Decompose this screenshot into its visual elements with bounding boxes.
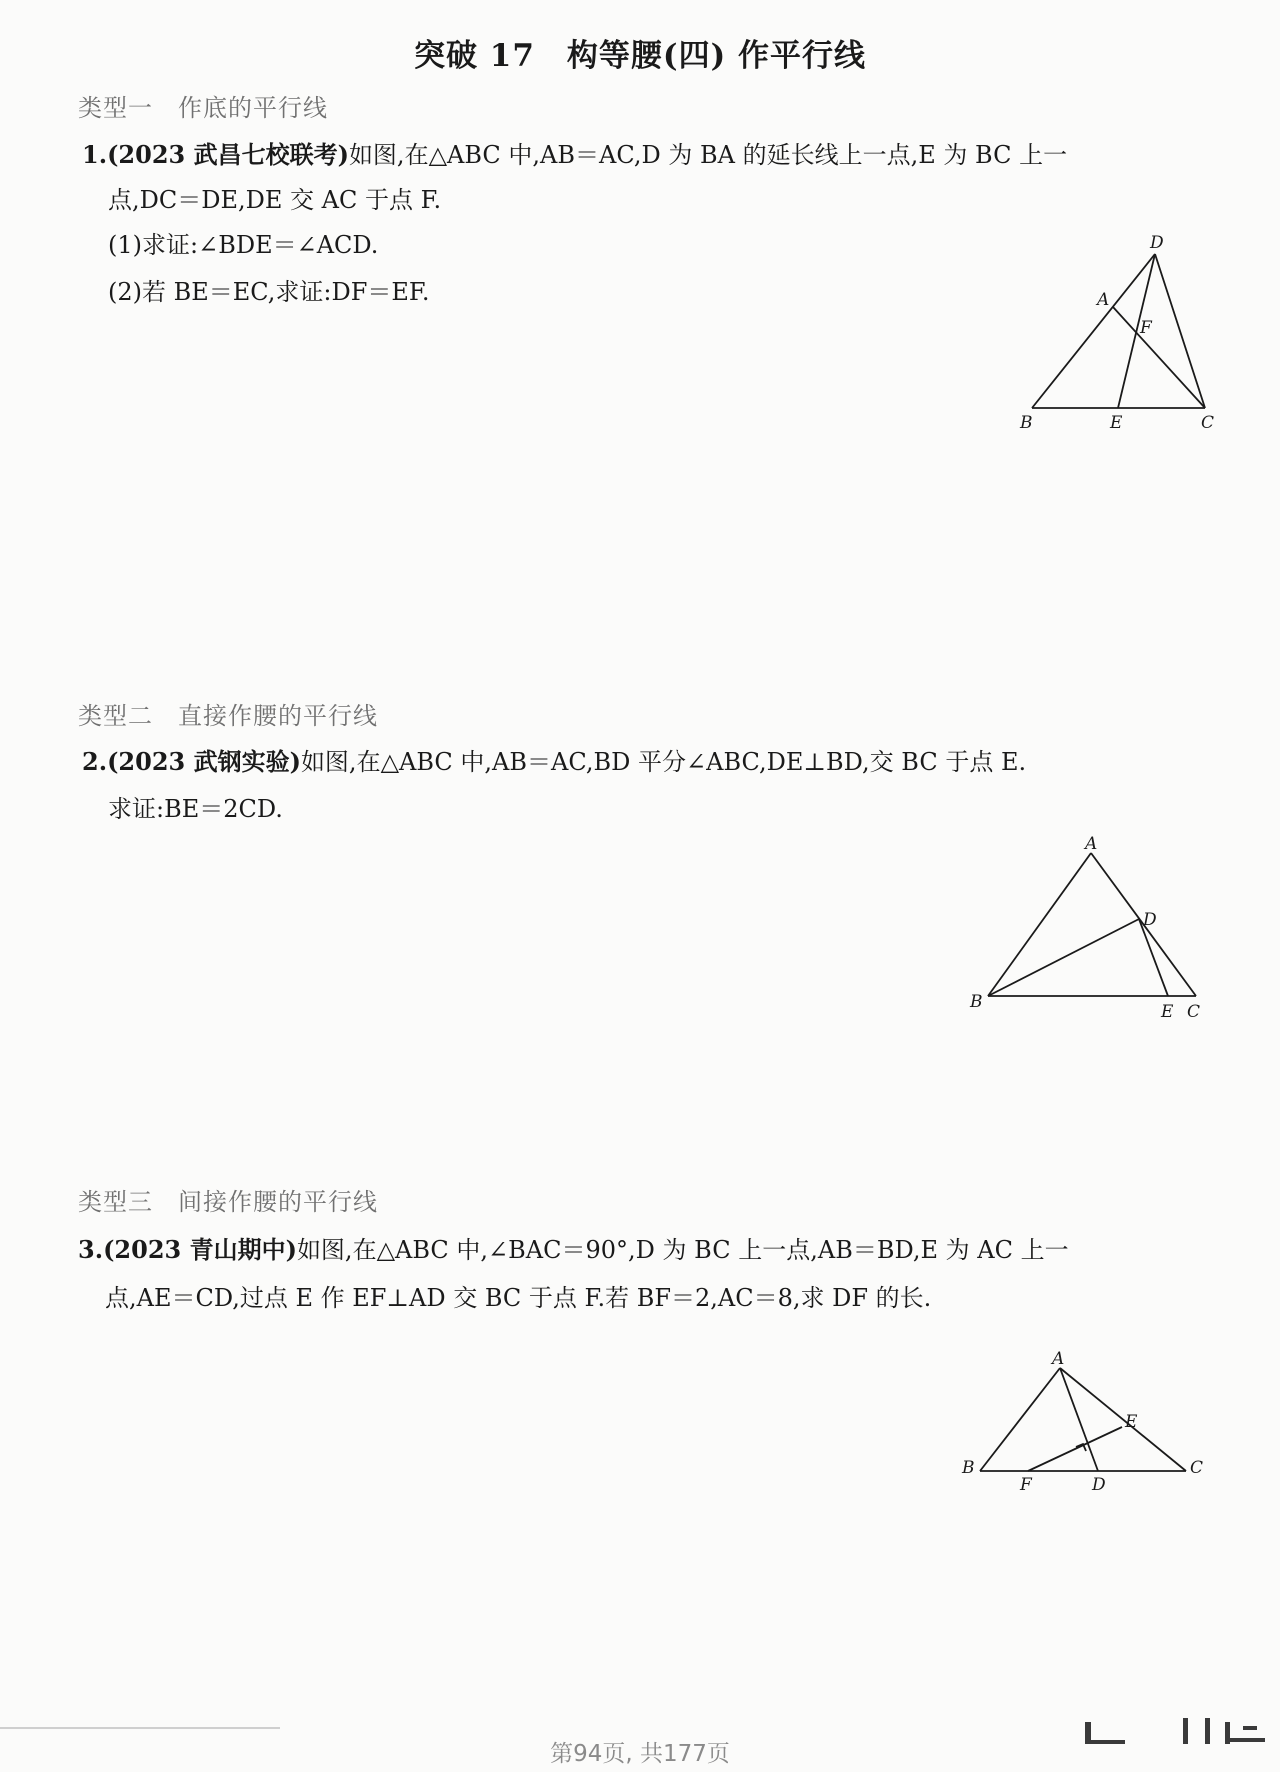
label-a: A <box>1097 290 1110 310</box>
section-title-type-3: 类型三 间接作腰的平行线 <box>78 1188 378 1216</box>
page-number: 第94页, 共177页 <box>550 1741 730 1767</box>
label-e: E <box>1125 1412 1138 1432</box>
problem-3-source: (2023 青山期中) <box>103 1235 297 1264</box>
label-d: D <box>1150 233 1164 253</box>
label-b: B <box>970 992 983 1012</box>
segment-ef <box>1028 1427 1122 1471</box>
problem-3-figure <box>950 1340 1240 1500</box>
problem-2-text-2: 求证:BE＝2CD. <box>108 795 283 823</box>
label-f: F <box>1020 1475 1032 1495</box>
label-d: D <box>1092 1475 1106 1495</box>
problem-3-number: 3. <box>78 1235 104 1264</box>
problem-2-source: (2023 武钢实验) <box>107 747 301 776</box>
scan-corner-marks <box>1075 1712 1275 1752</box>
problem-1-line-1 <box>82 139 1067 171</box>
segment-dc <box>1155 254 1205 408</box>
label-d: D <box>1143 910 1157 930</box>
label-c: C <box>1201 413 1215 433</box>
page-title: 突破 17 构等腰(四) 作平行线 <box>413 38 867 74</box>
problem-1-part-2: (2)若 BE＝EC,求证:DF＝EF. <box>108 278 430 306</box>
problem-1-source: (2023 武昌七校联考) <box>107 140 349 169</box>
problem-2-figure <box>958 835 1228 1035</box>
label-b: B <box>962 1458 975 1478</box>
segment-ac <box>1113 307 1205 408</box>
problem-2-line-1 <box>82 746 1026 778</box>
label-f: F <box>1140 318 1152 338</box>
footer-divider <box>0 1727 280 1729</box>
problem-1-figure <box>1000 228 1240 438</box>
label-e: E <box>1161 1002 1174 1022</box>
problem-1-text-2: 点,DC＝DE,DE 交 AC 于点 F. <box>108 186 442 214</box>
problem-3-text-2: 点,AE＝CD,过点 E 作 EF⊥AD 交 BC 于点 F.若 BF＝2,AC＝8,求 DF 的长. <box>105 1284 932 1312</box>
problem-2-number: 2. <box>82 747 108 776</box>
label-b: B <box>1020 413 1033 433</box>
segment-bd <box>988 919 1139 996</box>
section-title-type-1: 类型一 作底的平行线 <box>78 94 328 122</box>
label-e: E <box>1110 413 1123 433</box>
section-title-type-2: 类型二 直接作腰的平行线 <box>78 702 378 730</box>
segment-ab <box>988 853 1091 996</box>
problem-1-text-1: 如图,在△ABC 中,AB＝AC,D 为 BA 的延长线上一点,E 为 BC 上一 <box>348 141 1068 169</box>
label-a: A <box>1052 1349 1065 1369</box>
label-c: C <box>1190 1458 1204 1478</box>
problem-3-line-1 <box>78 1234 1069 1266</box>
label-a: A <box>1085 835 1098 854</box>
problem-1-part-1: (1)求证:∠BDE＝∠ACD. <box>108 231 379 259</box>
segment-ab <box>980 1368 1060 1471</box>
problem-3-text-1: 如图,在△ABC 中,∠BAC＝90°,D 为 BC 上一点,AB＝BD,E 为 AC 上一 <box>296 1236 1069 1264</box>
segment-de <box>1139 919 1168 996</box>
problem-1-number: 1. <box>82 140 108 169</box>
label-c: C <box>1187 1002 1201 1022</box>
problem-2-text-1: 如图,在△ABC 中,AB＝AC,BD 平分∠ABC,DE⊥BD,交 BC 于点 E. <box>300 748 1027 776</box>
